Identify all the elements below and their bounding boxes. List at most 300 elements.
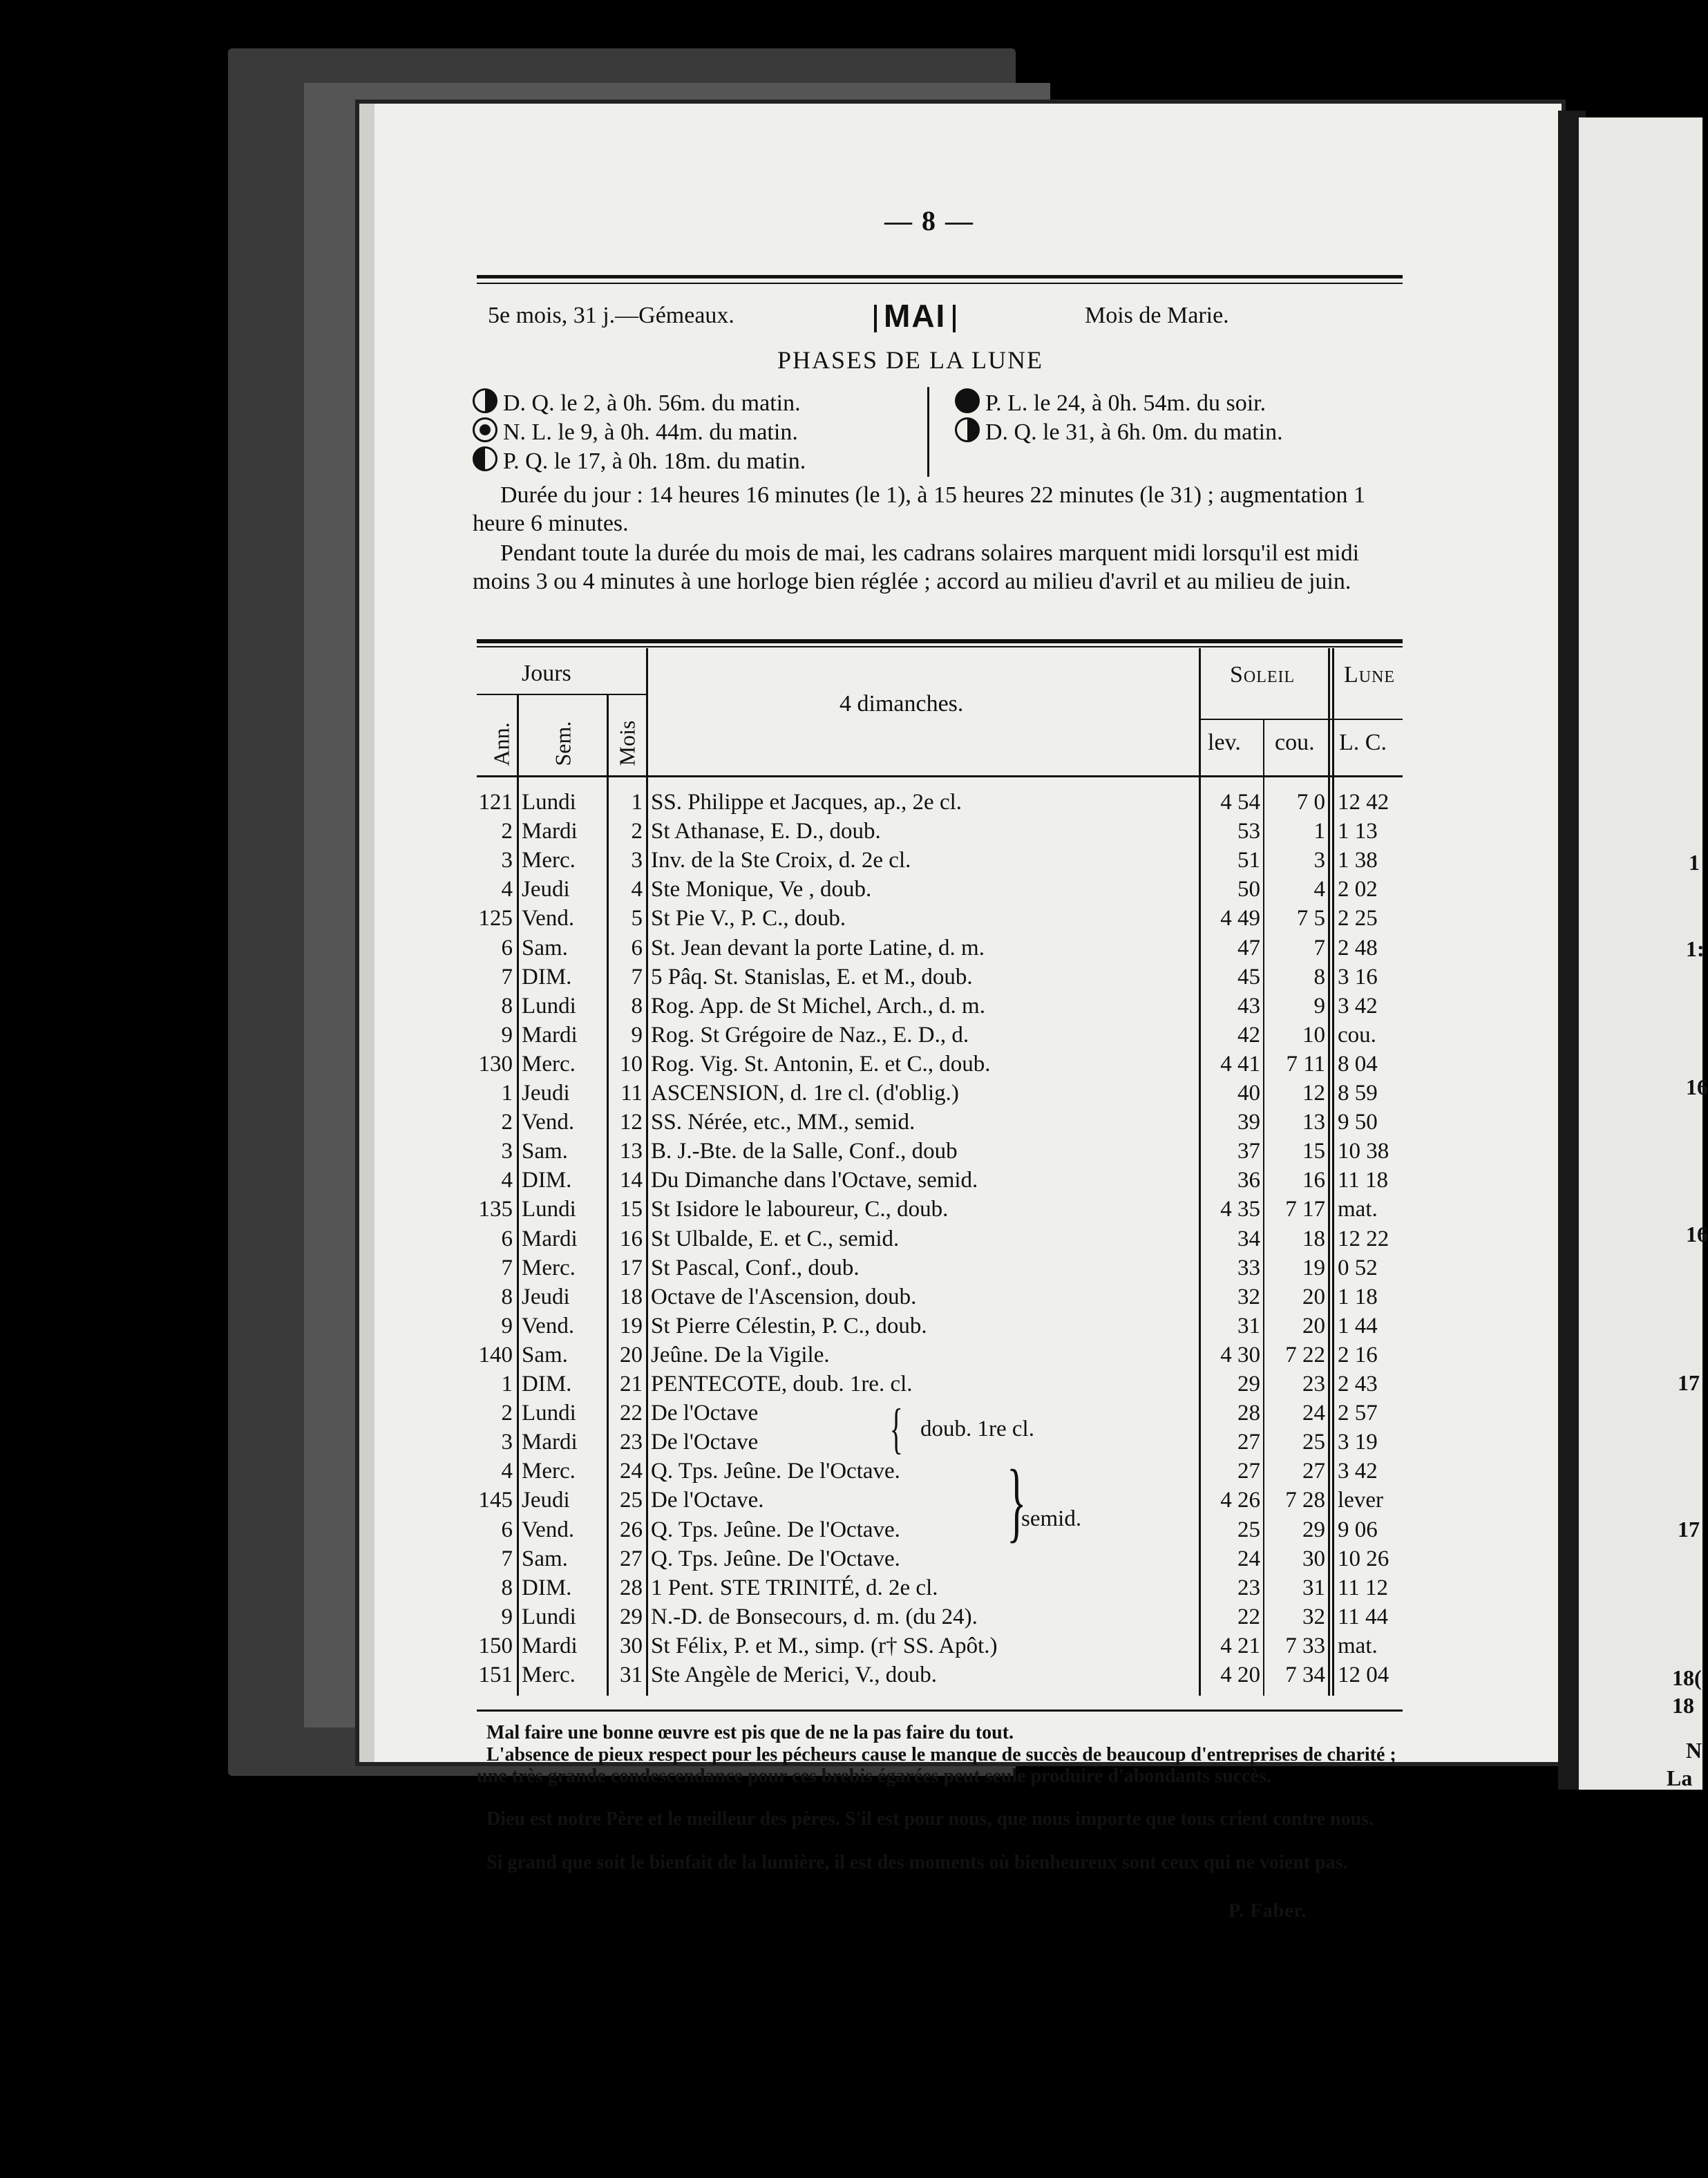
table-row	[0, 1311, 1403, 1341]
day-of-month-cell: 17	[620, 1255, 643, 1280]
sunset-cell: 29	[1302, 1517, 1325, 1542]
table-row	[0, 1253, 1403, 1282]
weekday-cell: Lundi	[522, 993, 576, 1019]
sunrise-cell: 45	[1237, 964, 1260, 989]
facing-page-fragment: 16	[1686, 1074, 1708, 1099]
moon-time-cell: lever	[1338, 1488, 1383, 1513]
moon-time-cell: 2 48	[1338, 935, 1378, 960]
sunset-cell: 7 11	[1286, 1051, 1325, 1077]
sunset-cell: 7	[1313, 935, 1325, 960]
moon-time-cell: 9 50	[1338, 1110, 1378, 1135]
feast-cell: B. J.-Bte. de la Salle, Conf., doub	[651, 1139, 958, 1164]
ann-cell: 121	[478, 790, 513, 815]
day-duration-paragraph: Durée du jour : 14 heures 16 minutes (le 1), à 15 heures 22 minutes (le 31) ; augmentation 1 heure 6 minutes.	[473, 482, 1366, 536]
table-row	[0, 904, 1403, 933]
table-row	[0, 1544, 1403, 1573]
day-of-month-cell: 5	[631, 906, 643, 931]
day-of-month-cell: 22	[620, 1401, 643, 1426]
table-top-rule-thin	[477, 646, 1403, 647]
lune-underline	[1332, 719, 1403, 720]
ann-cell: 7	[501, 1255, 513, 1280]
footer-signature: P. Faber.	[1228, 1900, 1307, 1922]
feast-cell: St Pascal, Conf., doub.	[651, 1255, 860, 1280]
new-moon-icon	[473, 417, 497, 442]
sunrise-cell: 23	[1237, 1575, 1260, 1600]
feast-cell: St Félix, P. et M., simp. (r† SS. Apôt.)	[651, 1633, 998, 1658]
sunset-cell: 13	[1302, 1110, 1325, 1135]
sunset-cell: 12	[1302, 1081, 1325, 1106]
ann-cell: 9	[501, 1022, 513, 1048]
moon-time-cell: 10 38	[1338, 1139, 1389, 1164]
sunrise-cell: 33	[1237, 1255, 1260, 1280]
day-of-month-cell: 16	[620, 1226, 643, 1251]
weekday-cell: Sam.	[522, 935, 568, 960]
sunrise-cell: 37	[1237, 1139, 1260, 1164]
sunset-cell: 23	[1302, 1372, 1325, 1396]
sunset-cell: 25	[1302, 1430, 1325, 1455]
moon-time-cell: 11 18	[1338, 1168, 1389, 1193]
feast-cell: Inv. de la Ste Croix, d. 2e cl.	[651, 848, 911, 873]
day-of-month-cell: 14	[620, 1168, 643, 1193]
weekday-cell: Merc.	[522, 1663, 576, 1687]
table-row	[0, 1282, 1403, 1311]
sunset-cell: 8	[1313, 964, 1325, 989]
day-of-month-cell: 21	[620, 1372, 643, 1396]
day-of-month-cell: 24	[620, 1459, 643, 1484]
moon-time-cell: 9 06	[1338, 1517, 1378, 1542]
sunrise-cell: 42	[1237, 1022, 1260, 1048]
feast-cell: Q. Tps. Jeûne. De l'Octave.	[651, 1517, 900, 1542]
sunrise-cell: 50	[1237, 877, 1260, 902]
sunset-cell: 30	[1302, 1546, 1325, 1571]
feast-cell: SS. Nérée, etc., MM., semid.	[651, 1110, 915, 1135]
feast-cell: Q. Tps. Jeûne. De l'Octave.	[651, 1459, 900, 1484]
moon-time-cell: mat.	[1338, 1633, 1378, 1658]
sunrise-cell: 29	[1237, 1372, 1260, 1396]
weekday-cell: Jeudi	[522, 1081, 570, 1106]
day-of-month-cell: 8	[631, 993, 643, 1019]
day-of-month-cell: 29	[620, 1604, 643, 1629]
sunrise-cell: 4 26	[1220, 1488, 1260, 1513]
table-row	[0, 1195, 1403, 1224]
facing-page-fragment: N	[1686, 1738, 1702, 1763]
feast-cell: Ste Monique, Ve , doub.	[651, 877, 872, 902]
sunset-cell: 27	[1302, 1459, 1325, 1484]
footer-quote-1: Mal faire une bonne œuvre est pis que de ne la pas faire du tout.	[486, 1722, 1014, 1743]
table-row	[0, 1602, 1403, 1631]
weekday-cell: Lundi	[522, 1604, 576, 1629]
soleil-header: Soleil	[1230, 662, 1296, 688]
weekday-cell: Lundi	[522, 790, 576, 815]
feasts-header: 4 dimanches.	[839, 691, 964, 717]
ann-cell: 2	[501, 1110, 513, 1135]
phase-entry	[955, 417, 1283, 446]
sunrise-cell: 36	[1237, 1168, 1260, 1193]
feast-cell: Rog. Vig. St. Antonin, E. et C., doub.	[651, 1051, 991, 1077]
table-row	[0, 846, 1403, 875]
soleil-underline	[1201, 719, 1332, 720]
sunset-cell: 31	[1302, 1575, 1325, 1600]
feast-cell: St Ulbalde, E. et C., semid.	[651, 1226, 900, 1251]
sunrise-cell: 28	[1237, 1401, 1260, 1426]
ann-cell: 130	[478, 1051, 513, 1077]
weekday-cell: Mardi	[522, 1226, 578, 1251]
sunset-cell: 7 0	[1296, 790, 1325, 815]
jours-header: Jours	[522, 661, 571, 686]
sunrise-cell: 4 35	[1220, 1197, 1260, 1222]
facing-page-fragment: 16	[1686, 1222, 1708, 1247]
table-bottom-rule	[477, 1710, 1403, 1712]
weekday-cell: Merc.	[522, 1051, 576, 1077]
weekday-cell: DIM.	[522, 964, 572, 989]
feast-cell: Rog. St Grégoire de Naz., E. D., d.	[651, 1022, 969, 1048]
weekday-cell: DIM.	[522, 1372, 572, 1396]
day-of-month-cell: 3	[631, 848, 643, 873]
last-quarter-moon-icon	[473, 388, 497, 413]
day-of-month-cell: 15	[620, 1197, 643, 1222]
ann-cell: 7	[501, 964, 513, 989]
day-of-month-cell: 26	[620, 1517, 643, 1542]
phase-text: D. Q. le 2, à 0h. 56m. du matin.	[503, 390, 801, 416]
sunrise-cell: 40	[1237, 1081, 1260, 1106]
table-row	[0, 1108, 1403, 1137]
moon-time-cell: 3 19	[1338, 1430, 1378, 1455]
table-row	[0, 1660, 1403, 1689]
sunrise-cell: 4 30	[1220, 1342, 1260, 1367]
day-of-month-cell: 28	[620, 1575, 643, 1600]
ann-cell: 8	[501, 993, 513, 1019]
feast-cell: PENTECOTE, doub. 1re. cl.	[651, 1372, 913, 1396]
month-name: MAI	[884, 298, 947, 334]
sunrise-cell: 47	[1237, 935, 1260, 960]
table-row	[0, 1370, 1403, 1399]
feast-cell: Ste Angèle de Merici, V., doub.	[651, 1663, 937, 1687]
ann-cell: 3	[501, 848, 513, 873]
weekday-cell: Vend.	[522, 906, 575, 931]
day-of-month-cell: 23	[620, 1430, 643, 1455]
ann-cell: 4	[501, 1168, 513, 1193]
footer-quote-2: L'absence de pieux respect pour les pécheurs cause le manque de succès de beaucoup d'entreprises de charité ; une très grande condescendance pour ces brebis égarées peut seule produire d'abondants succès.	[477, 1744, 1396, 1787]
sunset-cell: 7 33	[1285, 1633, 1325, 1658]
sunrise-cell: 25	[1237, 1517, 1260, 1542]
day-of-month-cell: 25	[620, 1488, 643, 1513]
feast-cell: De l'Octave	[651, 1430, 759, 1455]
day-of-month-cell: 20	[620, 1342, 643, 1367]
brace-label-1: doub. 1re cl.	[920, 1417, 1034, 1441]
day-of-month-cell: 31	[620, 1663, 643, 1687]
ann-cell: 125	[478, 906, 513, 931]
lev-header: lev.	[1208, 730, 1241, 755]
day-of-month-cell: 6	[631, 935, 643, 960]
facing-page-fragment: 1:	[1686, 936, 1705, 961]
sunset-cell: 20	[1302, 1313, 1325, 1338]
phase-entry	[473, 446, 806, 475]
table-row	[0, 1341, 1403, 1370]
moon-time-cell: 3 16	[1338, 964, 1378, 989]
moon-time-cell: 12 04	[1338, 1663, 1389, 1687]
weekday-cell: Mardi	[522, 1022, 578, 1048]
weekday-cell: Sam.	[522, 1139, 568, 1164]
sunrise-cell: 31	[1237, 1313, 1260, 1338]
moon-time-cell: cou.	[1338, 1022, 1376, 1048]
day-of-month-cell: 18	[620, 1284, 643, 1309]
sunset-cell: 7 28	[1285, 1488, 1325, 1513]
ann-cell: 1	[501, 1081, 513, 1106]
table-row	[0, 1050, 1403, 1079]
sunset-cell: 7 22	[1285, 1342, 1325, 1367]
feast-cell: De l'Octave.	[651, 1488, 764, 1513]
facing-page-fragment: 18	[1672, 1693, 1694, 1718]
day-of-month-cell: 13	[620, 1139, 643, 1164]
day-of-month-cell: 1	[631, 790, 643, 815]
table-row	[0, 992, 1403, 1021]
first-quarter-moon-icon	[473, 446, 497, 471]
facing-page-fragment: 17	[1678, 1517, 1700, 1542]
feast-cell: Octave de l'Ascension, doub.	[651, 1284, 917, 1309]
table-row	[0, 1021, 1403, 1050]
sunrise-cell: 4 21	[1220, 1633, 1260, 1658]
moon-time-cell: 3 42	[1338, 1459, 1378, 1484]
feast-cell: 5 Pâq. St. Stanislas, E. et M., doub.	[651, 964, 973, 989]
sunrise-cell: 27	[1237, 1430, 1260, 1455]
table-row	[0, 1428, 1403, 1457]
sunset-cell: 20	[1302, 1284, 1325, 1309]
ann-cell: 135	[478, 1197, 513, 1222]
weekday-cell: Vend.	[522, 1313, 575, 1338]
sunrise-cell: 22	[1237, 1604, 1260, 1629]
moon-time-cell: 2 02	[1338, 877, 1378, 902]
weekday-cell: Sam.	[522, 1342, 568, 1367]
ann-cell: 4	[501, 877, 513, 902]
weekday-cell: Vend.	[522, 1110, 575, 1135]
table-row	[0, 1486, 1403, 1515]
ann-cell: 1	[501, 1372, 513, 1396]
sunrise-cell: 39	[1237, 1110, 1260, 1135]
moon-time-cell: 3 42	[1338, 993, 1378, 1019]
day-of-month-cell: 2	[631, 819, 643, 844]
sunset-cell: 7 5	[1296, 906, 1325, 931]
sundial-paragraph: Pendant toute la durée du mois de mai, les cadrans solaires marquent midi lorsqu'il est midi moins 3 ou 4 minutes à une horloge bien réglée ; accord au milieu d'avril et au milieu de juin.	[473, 540, 1360, 594]
phase-entry	[473, 388, 801, 417]
feast-cell: St Athanase, E. D., doub.	[651, 819, 881, 844]
ann-cell: 6	[501, 1226, 513, 1251]
feast-cell: St Isidore le laboureur, C., doub.	[651, 1197, 949, 1222]
feast-cell: Q. Tps. Jeûne. De l'Octave.	[651, 1546, 900, 1571]
ann-cell: 4	[501, 1459, 513, 1484]
lc-header: L. C.	[1339, 730, 1387, 755]
last-quarter-moon-icon	[955, 417, 980, 442]
sunset-cell: 9	[1313, 993, 1325, 1019]
sunrise-cell: 43	[1237, 993, 1260, 1019]
day-of-month-cell: 7	[631, 964, 643, 989]
feast-cell: N.-D. de Bonsecours, d. m. (du 24).	[651, 1604, 978, 1629]
ann-cell: 2	[501, 819, 513, 844]
weekday-cell: Merc.	[522, 848, 576, 873]
moon-time-cell: 8 04	[1338, 1051, 1378, 1077]
ann-cell: 8	[501, 1575, 513, 1600]
table-row	[0, 934, 1403, 963]
day-of-month-cell: 19	[620, 1313, 643, 1338]
sunrise-cell: 34	[1237, 1226, 1260, 1251]
moon-time-cell: 12 42	[1338, 790, 1389, 815]
feast-cell: St Pie V., P. C., doub.	[651, 906, 846, 931]
moon-time-cell: 2 25	[1338, 906, 1378, 931]
moon-time-cell: 0 52	[1338, 1255, 1378, 1280]
header-month-info: 5e mois, 31 j.—Gémeaux.	[488, 303, 734, 328]
full-moon-icon	[955, 388, 980, 413]
table-row	[0, 963, 1403, 992]
day-of-month-cell: 9	[631, 1022, 643, 1048]
weekday-cell: Sam.	[522, 1546, 568, 1571]
phase-text: D. Q. le 31, à 6h. 0m. du matin.	[985, 419, 1283, 445]
sunset-cell: 32	[1302, 1604, 1325, 1629]
weekday-cell: Lundi	[522, 1401, 576, 1426]
moon-time-cell: 10 26	[1338, 1546, 1389, 1571]
ann-cell: 151	[478, 1663, 513, 1687]
weekday-cell: Jeudi	[522, 877, 570, 902]
feast-cell: St Pierre Célestin, P. C., doub.	[651, 1313, 927, 1338]
sunrise-cell: 53	[1237, 819, 1260, 844]
sunset-cell: 19	[1302, 1255, 1325, 1280]
weekday-cell: Jeudi	[522, 1284, 570, 1309]
top-rule-thin	[477, 283, 1403, 284]
weekday-cell: Merc.	[522, 1459, 576, 1484]
day-of-month-cell: 30	[620, 1633, 643, 1658]
table-row	[0, 1399, 1403, 1428]
table-row	[0, 1515, 1403, 1544]
weekday-cell: Vend.	[522, 1517, 575, 1542]
day-of-month-cell: 12	[620, 1110, 643, 1135]
mois-header: Mois	[614, 720, 640, 766]
sunrise-cell: 4 54	[1220, 790, 1260, 815]
day-of-month-cell: 11	[620, 1081, 643, 1106]
weekday-cell: Merc.	[522, 1255, 576, 1280]
facing-page-fragment: 1	[1689, 850, 1700, 875]
page-number: — 8 —	[884, 205, 974, 236]
phase-text: P. L. le 24, à 0h. 54m. du soir.	[985, 390, 1266, 416]
table-row	[0, 1457, 1403, 1486]
lune-header: Lune	[1344, 662, 1396, 688]
ann-cell: 140	[478, 1342, 513, 1367]
ann-cell: 2	[501, 1401, 513, 1426]
phase-text: P. Q. le 17, à 0h. 18m. du matin.	[503, 448, 806, 474]
facing-page-fragment: 18(	[1672, 1665, 1702, 1690]
cou-header: cou.	[1275, 730, 1315, 755]
phase-text: N. L. le 9, à 0h. 44m. du matin.	[503, 419, 798, 445]
moon-time-cell: 2 16	[1338, 1342, 1378, 1367]
table-top-rule	[477, 639, 1403, 643]
table-row	[0, 788, 1403, 817]
sunset-cell: 3	[1313, 848, 1325, 873]
day-of-month-cell: 4	[631, 877, 643, 902]
sunrise-cell: 32	[1237, 1284, 1260, 1309]
weekday-cell: Mardi	[522, 1633, 578, 1658]
weekday-cell: Mardi	[522, 819, 578, 844]
table-row	[0, 1573, 1403, 1602]
ann-cell: 3	[501, 1139, 513, 1164]
sunset-cell: 18	[1302, 1226, 1325, 1251]
day-of-month-cell: 10	[620, 1051, 643, 1077]
sunset-cell: 16	[1302, 1168, 1325, 1193]
ann-cell: 8	[501, 1284, 513, 1309]
sunrise-cell: 51	[1237, 848, 1260, 873]
sunset-cell: 10	[1302, 1022, 1325, 1048]
moon-time-cell: 11 44	[1338, 1604, 1389, 1629]
ann-cell: 9	[501, 1313, 513, 1338]
header-dedication: Mois de Marie.	[1085, 303, 1229, 328]
feast-cell: Du Dimanche dans l'Octave, semid.	[651, 1168, 978, 1193]
phases-divider	[927, 387, 929, 477]
table-row	[0, 1224, 1403, 1253]
ann-cell: 145	[478, 1488, 513, 1513]
phase-entry	[955, 388, 1266, 417]
feast-cell: SS. Philippe et Jacques, ap., 2e cl.	[651, 790, 962, 815]
sem-header: Sem.	[550, 721, 576, 766]
weekday-cell: Mardi	[522, 1430, 578, 1455]
brace-right: }	[1007, 1452, 1027, 1551]
sunrise-cell: 24	[1237, 1546, 1260, 1571]
jours-underline	[477, 694, 646, 695]
moon-time-cell: 1 44	[1338, 1313, 1378, 1338]
ann-cell: 3	[501, 1430, 513, 1455]
moon-time-cell: 1 13	[1338, 819, 1378, 844]
ann-cell: 7	[501, 1546, 513, 1571]
sunrise-cell: 4 41	[1220, 1051, 1260, 1077]
moon-time-cell: 1 38	[1338, 848, 1378, 873]
feast-cell: ASCENSION, d. 1re cl. (d'oblig.)	[651, 1081, 959, 1106]
feast-cell: Rog. App. de St Michel, Arch., d. m.	[651, 993, 985, 1019]
feast-cell: 1 Pent. STE TRINITÉ, d. 2e cl.	[651, 1575, 938, 1600]
moon-time-cell: 2 43	[1338, 1372, 1378, 1396]
moon-time-cell: 2 57	[1338, 1401, 1378, 1426]
table-row	[0, 1079, 1403, 1108]
phase-entry	[473, 417, 798, 446]
ann-cell: 6	[501, 1517, 513, 1542]
facing-page-fragment: 17	[1678, 1370, 1700, 1395]
table-row	[0, 1631, 1403, 1660]
ann-cell: 9	[501, 1604, 513, 1629]
ann-cell: 6	[501, 935, 513, 960]
brace-label-2: semid.	[1021, 1506, 1082, 1531]
ann-header: Ann.	[488, 722, 514, 766]
feast-cell: St. Jean devant la porte Latine, d. m.	[651, 935, 985, 960]
footer-quote-3: Dieu est notre Père et le meilleur des pères. S'il est pour nous, que nous importe que tous crient contre nous.	[486, 1808, 1374, 1830]
sunrise-cell: 4 49	[1220, 906, 1260, 931]
weekday-cell: Lundi	[522, 1197, 576, 1222]
moon-time-cell: 8 59	[1338, 1081, 1378, 1106]
feast-cell: De l'Octave	[651, 1401, 759, 1426]
table-row	[0, 1166, 1403, 1195]
table-row	[0, 875, 1403, 904]
weekday-cell: Jeudi	[522, 1488, 570, 1513]
sunset-cell: 15	[1302, 1139, 1325, 1164]
ann-cell: 150	[478, 1633, 513, 1658]
moon-time-cell: 11 12	[1338, 1575, 1389, 1600]
sunrise-cell: 4 20	[1220, 1663, 1260, 1687]
moon-time-cell: 12 22	[1338, 1226, 1389, 1251]
weekday-cell: DIM.	[522, 1575, 572, 1600]
table-row	[0, 817, 1403, 846]
facing-page-fragment: La	[1667, 1765, 1693, 1790]
moon-time-cell: mat.	[1338, 1197, 1378, 1222]
feast-cell: Jeûne. De la Vigile.	[651, 1342, 830, 1367]
moon-time-cell: 1 18	[1338, 1284, 1378, 1309]
sunset-cell: 24	[1302, 1401, 1325, 1426]
top-rule	[477, 275, 1403, 278]
day-of-month-cell: 27	[620, 1546, 643, 1571]
sunset-cell: 7 17	[1285, 1197, 1325, 1222]
sunset-cell: 1	[1313, 819, 1325, 844]
